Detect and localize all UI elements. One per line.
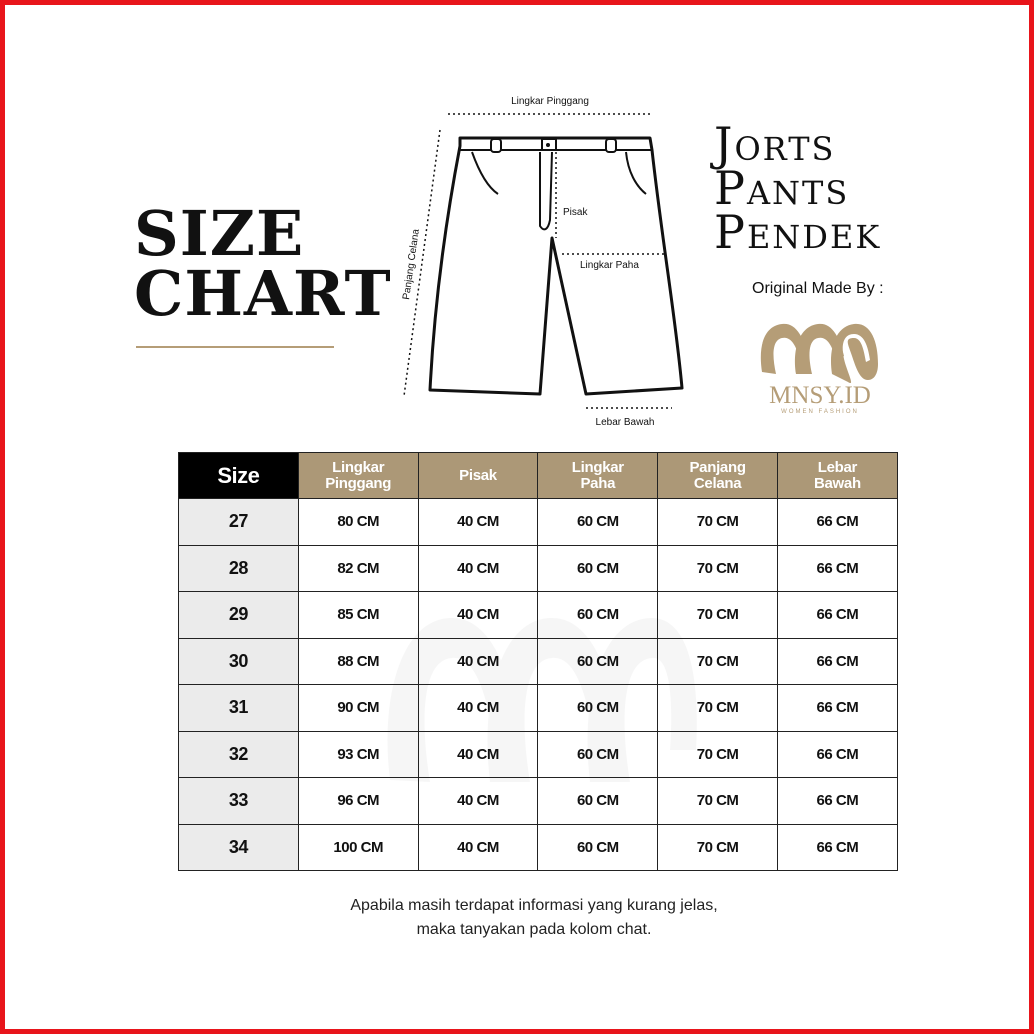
product-title-line3: Pendek: [714, 205, 882, 259]
table-cell: 66 CM: [777, 778, 897, 825]
table-cell: 80 CM: [298, 499, 418, 546]
footnote-line2: maka tanyakan pada kolom chat.: [416, 921, 652, 938]
table-cell: 70 CM: [658, 592, 778, 639]
product-title-line1: Jorts: [714, 117, 836, 171]
table-cell: 40 CM: [418, 685, 538, 732]
table-row: [179, 545, 898, 592]
size-chart-title-line1: SIZE: [134, 197, 305, 270]
table-row: [179, 685, 898, 732]
footnote-line1: Apabila masih terdapat informasi yang kurang jelas,: [350, 897, 718, 914]
table-cell: 90 CM: [298, 685, 418, 732]
table-row: [179, 499, 898, 546]
shorts-outline: [430, 138, 682, 394]
table-cell: 66 CM: [777, 685, 897, 732]
table-row: [179, 731, 898, 778]
size-chart-table: [178, 452, 898, 871]
table-cell: 60 CM: [538, 499, 658, 546]
header-lingkar-paha: Lingkar Paha: [538, 453, 658, 499]
table-cell: 85 CM: [298, 592, 418, 639]
header-lebar-bawah: Lebar Bawah: [777, 453, 897, 499]
table-cell: 70 CM: [658, 638, 778, 685]
table-cell: 40 CM: [418, 545, 538, 592]
table-header-row: [179, 453, 898, 499]
table-row: [179, 778, 898, 825]
table-cell: 60 CM: [538, 638, 658, 685]
table-cell: 40 CM: [418, 638, 538, 685]
table-cell: 70 CM: [658, 499, 778, 546]
table-cell: 60 CM: [538, 731, 658, 778]
label-lingkar-pinggang: Lingkar Pinggang: [511, 96, 589, 107]
table-cell: 70 CM: [658, 545, 778, 592]
mnsy-logo-mark: [756, 316, 880, 386]
table-cell: 66 CM: [777, 499, 897, 546]
size-cell: 34: [179, 824, 299, 871]
size-cell: 33: [179, 778, 299, 825]
table-cell: 66 CM: [777, 545, 897, 592]
table-row: [179, 592, 898, 639]
label-lingkar-paha: Lingkar Paha: [580, 260, 639, 271]
table-cell: 96 CM: [298, 778, 418, 825]
table-cell: 40 CM: [418, 499, 538, 546]
footnote: [0, 894, 1034, 942]
made-by-label: Original Made By :: [752, 280, 884, 297]
table-cell: 40 CM: [418, 592, 538, 639]
header-lingkar-pinggang: Lingkar Pinggang: [298, 453, 418, 499]
table-row: [179, 638, 898, 685]
table-cell: 70 CM: [658, 778, 778, 825]
shorts-measurement-diagram: [380, 90, 700, 430]
size-chart-title-line2: CHART: [134, 257, 392, 330]
table-cell: 70 CM: [658, 685, 778, 732]
table-cell: 88 CM: [298, 638, 418, 685]
table-cell: 40 CM: [418, 778, 538, 825]
size-cell: 27: [179, 499, 299, 546]
header-pisak: Pisak: [418, 453, 538, 499]
table-cell: 66 CM: [777, 824, 897, 871]
table-cell: 82 CM: [298, 545, 418, 592]
table-cell: 66 CM: [777, 592, 897, 639]
title-underline-divider: [136, 346, 334, 348]
size-cell: 31: [179, 685, 299, 732]
size-cell: 30: [179, 638, 299, 685]
table-cell: 40 CM: [418, 731, 538, 778]
table-cell: 70 CM: [658, 731, 778, 778]
header-panjang-celana: Panjang Celana: [658, 453, 778, 499]
size-cell: 32: [179, 731, 299, 778]
table-cell: 60 CM: [538, 545, 658, 592]
brand-tagline: WOMEN FASHION: [781, 409, 859, 415]
table-cell: 60 CM: [538, 778, 658, 825]
size-cell: 28: [179, 545, 299, 592]
table-cell: 60 CM: [538, 592, 658, 639]
table-cell: 60 CM: [538, 824, 658, 871]
table-cell: 70 CM: [658, 824, 778, 871]
table-row: [179, 824, 898, 871]
table-cell: 66 CM: [777, 638, 897, 685]
header-size: Size: [179, 453, 299, 499]
label-pisak: Pisak: [563, 207, 588, 218]
size-cell: 29: [179, 592, 299, 639]
label-panjang-celana: Panjang Celana: [401, 228, 422, 301]
brand-name: MNSY.ID: [769, 382, 871, 409]
product-title-line2: Pants: [714, 161, 850, 215]
table-cell: 60 CM: [538, 685, 658, 732]
size-chart-title: [134, 197, 392, 330]
table-cell: 100 CM: [298, 824, 418, 871]
label-lebar-bawah: Lebar Bawah: [595, 417, 655, 428]
product-title: [714, 117, 882, 259]
table-cell: 93 CM: [298, 731, 418, 778]
table-cell: 40 CM: [418, 824, 538, 871]
table-cell: 66 CM: [777, 731, 897, 778]
